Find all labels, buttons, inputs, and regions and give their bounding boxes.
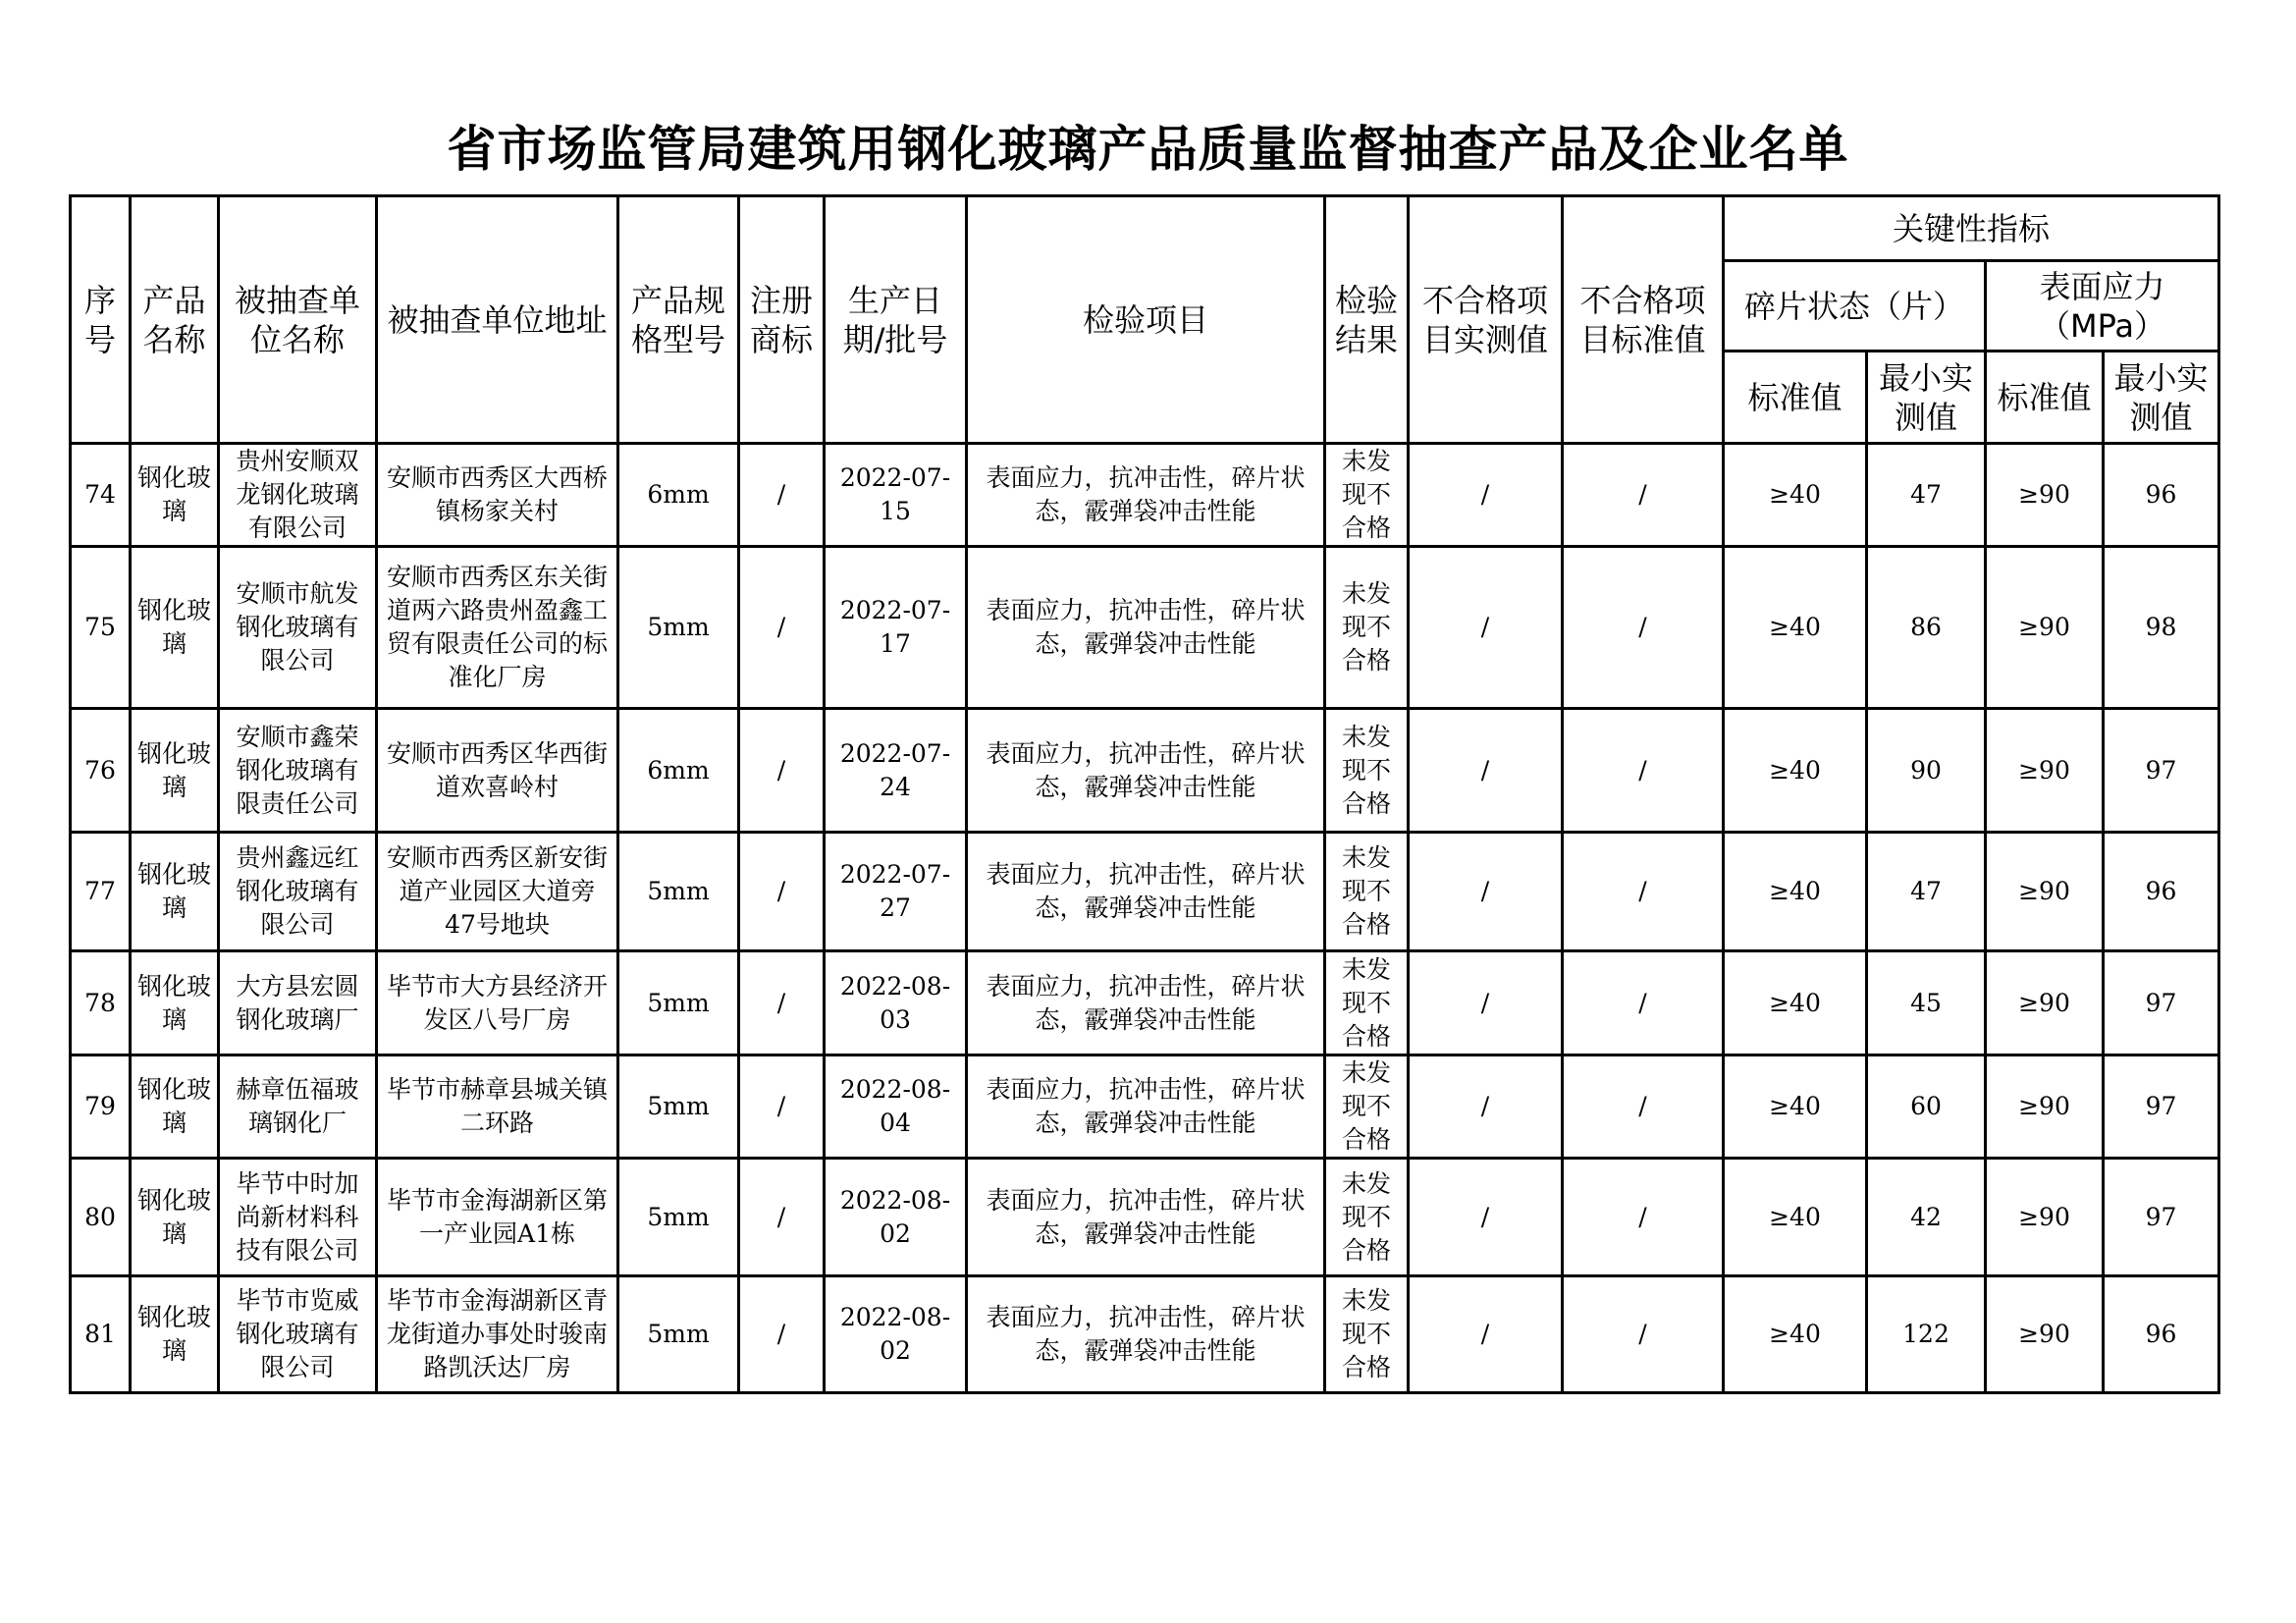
cell-fail-standard: / — [1563, 951, 1724, 1055]
cell-date: 2022-07-24 — [825, 709, 967, 833]
header-address: 被抽查单位地址 — [377, 196, 618, 444]
cell-fail-measured: / — [1409, 1055, 1563, 1159]
cell-date: 2022-07-17 — [825, 547, 967, 709]
cell-stress-std: ≥90 — [1986, 547, 2104, 709]
cell-product: 钢化玻璃 — [131, 951, 219, 1055]
cell-address: 毕节市金海湖新区第一产业园A1栋 — [377, 1159, 618, 1276]
cell-stress-std: ≥90 — [1986, 1159, 2104, 1276]
cell-frag-std: ≥40 — [1724, 1055, 1867, 1159]
cell-result: 未发现不合格 — [1325, 1276, 1409, 1393]
cell-fail-standard: / — [1563, 547, 1724, 709]
cell-address: 毕节市赫章县城关镇二环路 — [377, 1055, 618, 1159]
cell-frag-std: ≥40 — [1724, 1159, 1867, 1276]
cell-fail-standard: / — [1563, 709, 1724, 833]
cell-product: 钢化玻璃 — [131, 1159, 219, 1276]
cell-result: 未发现不合格 — [1325, 951, 1409, 1055]
cell-stress-min: 98 — [2104, 547, 2219, 709]
table-row — [71, 709, 2219, 833]
cell-stress-min: 97 — [2104, 1055, 2219, 1159]
cell-stress-min: 97 — [2104, 951, 2219, 1055]
cell-stress-std: ≥90 — [1986, 1276, 2104, 1393]
page-title: 省市场监管局建筑用钢化玻璃产品质量监督抽查产品及企业名单 — [447, 121, 1849, 178]
cell-items: 表面应力，抗冲击性，碎片状态，霰弹袋冲击性能 — [967, 1276, 1325, 1393]
cell-stress-std: ≥90 — [1986, 951, 2104, 1055]
cell-product: 钢化玻璃 — [131, 709, 219, 833]
header-fragment: 碎片状态（片） — [1724, 261, 1986, 352]
header-key-indicators: 关键性指标 — [1724, 196, 2219, 261]
cell-company: 安顺市航发钢化玻璃有限公司 — [219, 547, 377, 709]
cell-fail-standard: / — [1563, 1276, 1724, 1393]
table-row — [71, 1276, 2219, 1393]
cell-address: 安顺市西秀区大西桥镇杨家关村 — [377, 444, 618, 547]
cell-product: 钢化玻璃 — [131, 444, 219, 547]
cell-stress-std: ≥90 — [1986, 709, 2104, 833]
cell-frag-min: 122 — [1867, 1276, 1986, 1393]
inspection-table — [69, 194, 2220, 1394]
cell-seq: 76 — [71, 709, 131, 833]
cell-company: 安顺市鑫荣钢化玻璃有限责任公司 — [219, 709, 377, 833]
table-row — [71, 444, 2219, 547]
cell-fail-measured: / — [1409, 444, 1563, 547]
header-items: 检验项目 — [967, 196, 1325, 444]
cell-result: 未发现不合格 — [1325, 709, 1409, 833]
cell-date: 2022-08-02 — [825, 1159, 967, 1276]
cell-frag-std: ≥40 — [1724, 444, 1867, 547]
cell-frag-min: 47 — [1867, 833, 1986, 951]
cell-company: 赫章伍福玻璃钢化厂 — [219, 1055, 377, 1159]
cell-frag-min: 47 — [1867, 444, 1986, 547]
cell-seq: 80 — [71, 1159, 131, 1276]
header-trademark: 注册商标 — [739, 196, 825, 444]
cell-trademark: / — [739, 1055, 825, 1159]
cell-spec: 6mm — [618, 709, 739, 833]
cell-fail-measured: / — [1409, 951, 1563, 1055]
cell-trademark: / — [739, 444, 825, 547]
cell-stress-min: 96 — [2104, 833, 2219, 951]
cell-fail-measured: / — [1409, 709, 1563, 833]
cell-company: 贵州鑫远红钢化玻璃有限公司 — [219, 833, 377, 951]
table-row — [71, 1055, 2219, 1159]
cell-company: 贵州安顺双龙钢化玻璃有限公司 — [219, 444, 377, 547]
cell-stress-min: 96 — [2104, 1276, 2219, 1393]
cell-fail-measured: / — [1409, 833, 1563, 951]
cell-frag-std: ≥40 — [1724, 709, 1867, 833]
cell-seq: 78 — [71, 951, 131, 1055]
cell-frag-min: 45 — [1867, 951, 1986, 1055]
cell-result: 未发现不合格 — [1325, 1159, 1409, 1276]
cell-result: 未发现不合格 — [1325, 547, 1409, 709]
cell-seq: 75 — [71, 547, 131, 709]
cell-fail-standard: / — [1563, 444, 1724, 547]
cell-trademark: / — [739, 951, 825, 1055]
cell-stress-std: ≥90 — [1986, 833, 2104, 951]
cell-product: 钢化玻璃 — [131, 1055, 219, 1159]
header-seq: 序号 — [71, 196, 131, 444]
cell-date: 2022-07-15 — [825, 444, 967, 547]
cell-result: 未发现不合格 — [1325, 1055, 1409, 1159]
cell-trademark: / — [739, 833, 825, 951]
cell-seq: 77 — [71, 833, 131, 951]
cell-trademark: / — [739, 547, 825, 709]
cell-company: 毕节市览威钢化玻璃有限公司 — [219, 1276, 377, 1393]
cell-product: 钢化玻璃 — [131, 833, 219, 951]
cell-spec: 5mm — [618, 547, 739, 709]
cell-result: 未发现不合格 — [1325, 833, 1409, 951]
header-fail-standard: 不合格项目标准值 — [1563, 196, 1724, 444]
cell-items: 表面应力，抗冲击性，碎片状态，霰弹袋冲击性能 — [967, 1159, 1325, 1276]
cell-trademark: / — [739, 1159, 825, 1276]
cell-spec: 5mm — [618, 833, 739, 951]
table-row — [71, 1159, 2219, 1276]
cell-stress-min: 96 — [2104, 444, 2219, 547]
cell-trademark: / — [739, 1276, 825, 1393]
cell-trademark: / — [739, 709, 825, 833]
cell-spec: 6mm — [618, 444, 739, 547]
cell-stress-std: ≥90 — [1986, 1055, 2104, 1159]
cell-spec: 5mm — [618, 1159, 739, 1276]
cell-product: 钢化玻璃 — [131, 547, 219, 709]
cell-spec: 5mm — [618, 1055, 739, 1159]
cell-fail-standard: / — [1563, 833, 1724, 951]
cell-items: 表面应力，抗冲击性，碎片状态，霰弹袋冲击性能 — [967, 444, 1325, 547]
cell-stress-min: 97 — [2104, 709, 2219, 833]
table-body — [71, 444, 2219, 1393]
header-date: 生产日期/批号 — [825, 196, 967, 444]
cell-date: 2022-08-02 — [825, 1276, 967, 1393]
cell-frag-std: ≥40 — [1724, 833, 1867, 951]
cell-fail-standard: / — [1563, 1055, 1724, 1159]
cell-frag-std: ≥40 — [1724, 951, 1867, 1055]
cell-date: 2022-08-04 — [825, 1055, 967, 1159]
cell-frag-min: 60 — [1867, 1055, 1986, 1159]
header-product: 产品名称 — [131, 196, 219, 444]
table-header — [71, 196, 2219, 444]
cell-date: 2022-07-27 — [825, 833, 967, 951]
cell-spec: 5mm — [618, 951, 739, 1055]
cell-company: 毕节中时加尚新材料科技有限公司 — [219, 1159, 377, 1276]
header-frag-std: 标准值 — [1724, 352, 1867, 444]
header-stress-min: 最小实测值 — [2104, 352, 2219, 444]
header-company: 被抽查单位名称 — [219, 196, 377, 444]
cell-address: 毕节市大方县经济开发区八号厂房 — [377, 951, 618, 1055]
cell-items: 表面应力，抗冲击性，碎片状态，霰弹袋冲击性能 — [967, 547, 1325, 709]
cell-stress-std: ≥90 — [1986, 444, 2104, 547]
header-spec: 产品规格型号 — [618, 196, 739, 444]
cell-address: 毕节市金海湖新区青龙街道办事处时骏南路凯沃达厂房 — [377, 1276, 618, 1393]
cell-items: 表面应力，抗冲击性，碎片状态，霰弹袋冲击性能 — [967, 951, 1325, 1055]
cell-seq: 79 — [71, 1055, 131, 1159]
cell-result: 未发现不合格 — [1325, 444, 1409, 547]
cell-frag-min: 42 — [1867, 1159, 1986, 1276]
cell-stress-min: 97 — [2104, 1159, 2219, 1276]
cell-product: 钢化玻璃 — [131, 1276, 219, 1393]
cell-fail-measured: / — [1409, 1159, 1563, 1276]
cell-seq: 74 — [71, 444, 131, 547]
header-result: 检验结果 — [1325, 196, 1409, 444]
cell-date: 2022-08-03 — [825, 951, 967, 1055]
cell-items: 表面应力，抗冲击性，碎片状态，霰弹袋冲击性能 — [967, 833, 1325, 951]
header-stress-std: 标准值 — [1986, 352, 2104, 444]
cell-address: 安顺市西秀区华西街道欢喜岭村 — [377, 709, 618, 833]
header-frag-min: 最小实测值 — [1867, 352, 1986, 444]
cell-fail-measured: / — [1409, 1276, 1563, 1393]
cell-frag-min: 86 — [1867, 547, 1986, 709]
cell-address: 安顺市西秀区新安街道产业园区大道旁47号地块 — [377, 833, 618, 951]
cell-items: 表面应力，抗冲击性，碎片状态，霰弹袋冲击性能 — [967, 709, 1325, 833]
cell-fail-measured: / — [1409, 547, 1563, 709]
cell-frag-min: 90 — [1867, 709, 1986, 833]
table-row — [71, 951, 2219, 1055]
cell-frag-std: ≥40 — [1724, 547, 1867, 709]
header-fail-measured: 不合格项目实测值 — [1409, 196, 1563, 444]
cell-frag-std: ≥40 — [1724, 1276, 1867, 1393]
cell-seq: 81 — [71, 1276, 131, 1393]
cell-address: 安顺市西秀区东关街道两六路贵州盈鑫工贸有限责任公司的标准化厂房 — [377, 547, 618, 709]
header-stress: 表面应力（MPa） — [1986, 261, 2219, 352]
table-row — [71, 547, 2219, 709]
cell-company: 大方县宏圆钢化玻璃厂 — [219, 951, 377, 1055]
cell-items: 表面应力，抗冲击性，碎片状态，霰弹袋冲击性能 — [967, 1055, 1325, 1159]
table-row — [71, 833, 2219, 951]
cell-fail-standard: / — [1563, 1159, 1724, 1276]
cell-spec: 5mm — [618, 1276, 739, 1393]
